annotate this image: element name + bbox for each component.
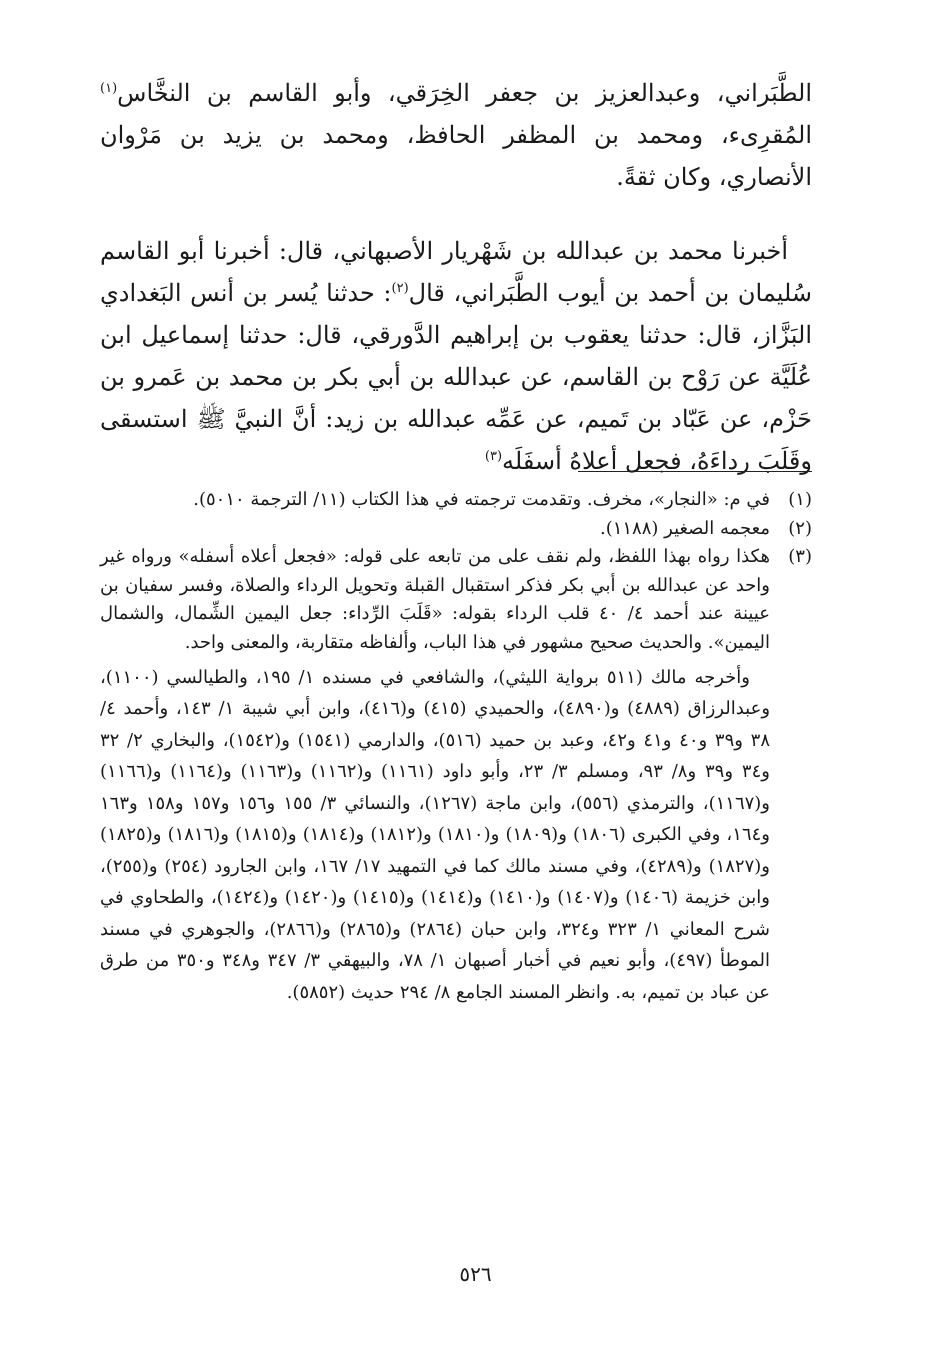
footnote-2 <box>100 515 812 544</box>
footnote-number: (٢) <box>788 517 812 539</box>
footnote-3 <box>100 543 812 657</box>
main-paragraph-2-text-a: أخبرنا محمد بن عبدالله بن شَهْريار الأصبهاني، قال: أخبرنا أبو القاسم سُليمان بن أحمد بن أيوب الطَّبَراني، قال <box>100 237 812 307</box>
footnote-text: هكذا رواه بهذا اللفظ، ولم نقف على من تابعه على قوله: «فجعل أعلاه أسفله» ورواه غير واحد عن عبدالله بن أبي بكر فذكر استقبال القبلة وتحويل الرداء والصلاة، وفسر سفيان بن عيينة عند أحمد ٤/ ٤٠ قلب الرداء بقوله: «قَلَبَ الرِّداء: جعل اليمين الشِّمال، والشمال اليمين». والحديث صحيح مشهور في هذا الباب، وألفاظه متقاربة، والمعنى واحد. <box>100 546 770 653</box>
footnote-marker-2: (٢) <box>391 281 409 296</box>
footnote-text: في م: «النجار»، مخرف. وتقدمت ترجمته في هذا الكتاب (١١/ الترجمة ٥٠١٠). <box>193 489 770 510</box>
footnote-3-continuation: وأخرجه مالك (٥١١ برواية الليثي)، والشافعي في مسنده ١/ ١٩٥، والطيالسي (١١٠٠)، وعبدالرزاق (٤٨٨٩) و(٤٨٩٠)، والحميدي (٤١٥) و(٤١٦)، وابن أبي شيبة ١/ ١٤٣، وأحمد ٤/ ٣٨ و٣٩ و٤٠ و٤١ و٤٢، وعبد بن حميد (٥١٦)، والدارمي (١٥٤١) و(١٥٤٢)، والبخاري ٢/ ٣٢ و٣٤ و٣٩ و٨/ ٩٣، ومسلم ٣/ ٢٣، وأبو داود (١١٦١) و(١١٦٢) و(١١٦٣) و(١١٦٤) و(١١٦٦) و(١١٦٧)، والترمذي (٥٥٦)، وابن ماجة (١٢٦٧)، والنسائي ٣/ ١٥٥ و١٥٦ و١٥٧ و١٥٨ و١٦٣ و١٦٤، وفي الكبرى (١٨٠٦) و(١٨٠٩) و(١٨١٠) و(١٨١٢) و(١٨١٤) و(١٨١٥) و(١٨١٦) و(١٨٢٥) و(١٨٢٧) و(٤٢٨٩)، وفي مسند مالك كما في التمهيد ١٧/ ١٦٧، وابن الجارود (٢٥٤) و(٢٥٥)، وابن خزيمة (١٤٠٦) و(١٤٠٧) و(١٤١٠) و(١٤١٤) و(١٤١٥) و(١٤٢٠) و(١٤٢٤)، والطحاوي في شرح المعاني ١/ ٣٢٣ و٣٢٤، وابن حبان (٢٨٦٤) و(٢٨٦٥) و(٢٨٦٦)، والجوهري في مسند الموطأ (٤٩٧)، وأبو نعيم في أخبار أصبهان ١/ ٧٨، والبيهقي ٣/ ٣٤٧ و٣٤٨ و٣٥٠ من طرق عن عباد بن تميم، به. وانظر المسند الجامع ٨/ ٢٩٤ حديث (٥٨٥٢). <box>100 666 771 1003</box>
footnote-marker-1: (١) <box>100 81 118 96</box>
footnote-separator <box>578 471 812 472</box>
footnote-1 <box>100 486 812 515</box>
footnote-text: معجمه الصغير (١١٨٨). <box>599 517 770 539</box>
main-paragraph-1 <box>100 72 812 198</box>
main-paragraph-2-text-b: : حدثنا يُسر بن أنس البَغدادي البَزَّاز، قال: حدثنا يعقوب بن إبراهيم الدَّورقي، قال: حدثنا إسماعيل ابن عُلَيَّة عن رَوْح بن القاسم، عن عبدالله بن أبي بكر بن محمد بن عَمرو بن حَزْم، عن عَبّاد بن تَميم، عن عَمِّه عبدالله بن زيد: أنَّ النبيَّ ﷺ استسقى وقَلَبَ رداءَهُ، فجعل أعلاهُ أسفَلَه <box>100 279 813 475</box>
footnote-marker-3: (٣) <box>484 449 503 464</box>
footnote-number: (٣) <box>788 546 812 568</box>
footnote-number: (١) <box>788 489 812 510</box>
footnotes <box>100 486 812 1008</box>
main-paragraph-1-text-b: المُقرِىء، ومحمد بن المظفر الحافظ، ومحمد بن يزيد بن مَرْوان الأنصاري، وكان ثقةً. <box>100 121 812 191</box>
main-paragraph-2 <box>100 230 812 482</box>
main-paragraph-1-text-a: الطَّبَراني، وعبدالعزيز بن جعفر الخِرَقي، وأبو القاسم بن النخَّاس <box>117 79 812 107</box>
main-text <box>100 72 812 482</box>
page-number: ٥٢٦ <box>459 1262 492 1286</box>
